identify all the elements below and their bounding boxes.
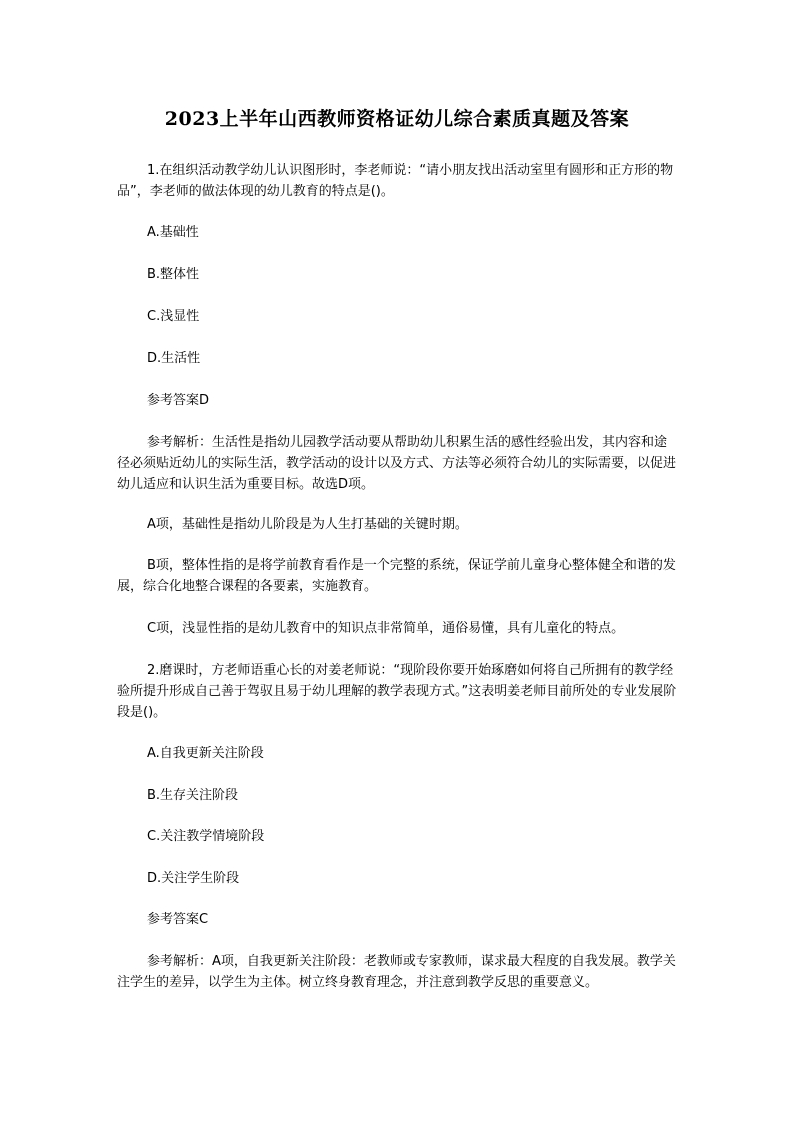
q2-option-c: C.关注教学情境阶段	[147, 829, 265, 844]
q1-option-d: D.生活性	[147, 351, 201, 366]
q1-analysis: 参考解析：生活性是指幼儿园教学活动要从帮助幼儿积累生活的感性经验出发，其内容和途径必须贴近幼儿的实际生活，教学活动的设计以及方式、方法等必须符合幼儿的实际需要，以促进幼儿适应和认识生活为重要目标。故选D项。	[117, 435, 677, 492]
q1-option-b: B.整体性	[147, 267, 200, 282]
document-title: 2023上半年山西教师资格证幼儿综合素质真题及答案	[164, 108, 630, 130]
q1-answer: 参考答案D	[147, 393, 210, 408]
q1-option-a: A.基础性	[147, 225, 199, 240]
q1-option-b-note: B项，整体性指的是将学前教育看作是一个完整的系统，保证学前儿童身心整体健全和谐的发展，综合化地整合课程的各要素，实施教育。	[117, 558, 676, 594]
q1-option-a-note: A项，基础性是指幼儿阶段是为人生打基础的关键时期。	[147, 517, 468, 532]
q2-analysis: 参考解析：A项，自我更新关注阶段：老教师或专家教师，谋求最大程度的自我发展。教学关注学生的差异，以学生为主体。树立终身教育理念，并注意到教学反思的重要意义。	[117, 954, 676, 990]
question-2-stem: 2.磨课时，方老师语重心长的对姜老师说：“现阶段你要开始琢磨如何将自己所拥有的教学经验所提升形成自己善于驾驭且易于幼儿理解的教学表现方式。”这表明姜老师目前所处的专业发展阶段是()。	[117, 663, 677, 720]
q2-option-b: B.生存关注阶段	[147, 788, 239, 803]
q2-option-a: A.自我更新关注阶段	[147, 746, 264, 761]
q1-option-c-note: C项，浅显性指的是幼儿教育中的知识点非常简单，通俗易懂，具有儿童化的特点。	[147, 621, 625, 636]
q2-option-d: D.关注学生阶段	[147, 871, 240, 886]
q2-answer: 参考答案C	[147, 912, 209, 927]
q1-option-c: C.浅显性	[147, 309, 200, 324]
question-1-stem: 1.在组织活动教学幼儿认识图形时，李老师说：“请小朋友找出活动室里有圆形和正方形的物品”，李老师的做法体现的幼儿教育的特点是()。	[117, 163, 674, 199]
